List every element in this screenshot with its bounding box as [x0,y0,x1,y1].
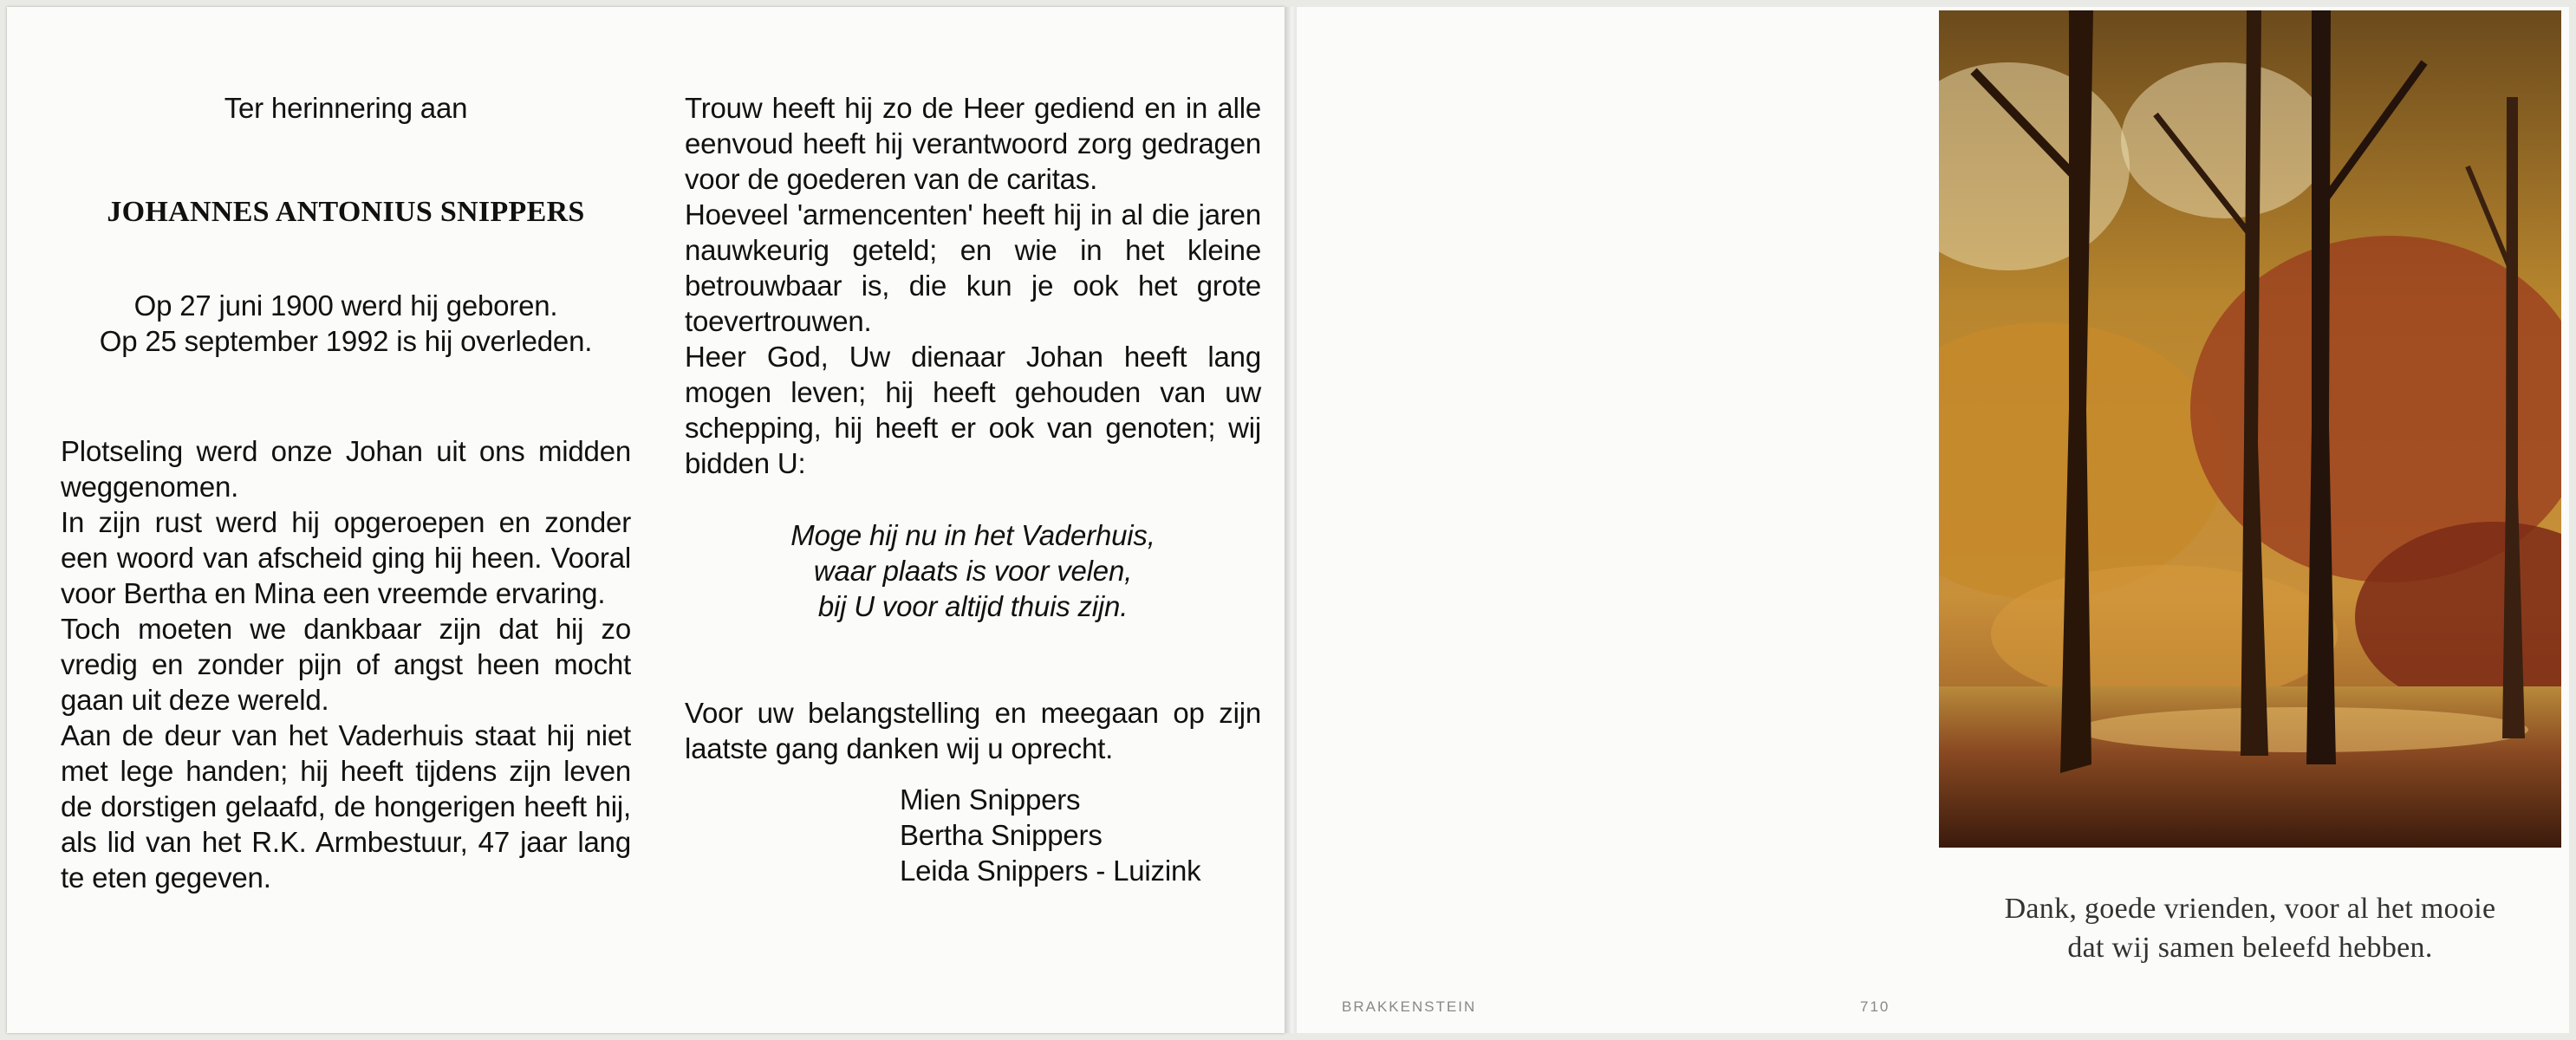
autumn-forest-photo [1939,10,2561,848]
death-date: Op 25 september 1992 is hij overleden. [99,325,593,357]
right-paragraph: Trouw heeft hij zo de Heer gediend en in alle eenvoud heeft hij verantwoord zorg gedragen voor de goederen van de caritas. [685,92,1261,195]
left-paragraph: Aan de deur van het Vaderhuis staat hij niet met lege handen; hij heeft tijdens zijn leven de dorstigen gelaafd, de hongerigen heeft hij, als lid van het R.K. Armbestuur, 47 jaar lang te eten gegeven. [61,719,631,894]
signature: Mien Snippers [900,783,1081,816]
thanks-text: Voor uw belangstelling en meegaan op zijn laatste gang danken wij u oprecht. [685,697,1261,764]
right-column [685,90,1261,888]
right-paragraph: Heer God, Uw dienaar Johan heeft lang mogen leven; hij heeft gehouden van uw schepping, hij heeft er ook van genoten; wij bidden U: [685,341,1261,479]
back-caption [1916,889,2576,967]
signature: Leida Snippers - Luizink [900,855,1201,887]
signatures [685,782,1261,888]
left-column [61,90,631,895]
card-number: 710 [1860,998,1890,1015]
deceased-name: JOHANNES ANTONIUS SNIPPERS [107,196,585,228]
card-fold [1285,7,1297,1033]
card-heading: Ter herinnering aan [224,92,468,124]
birth-date: Op 27 juni 1900 werd hij geboren. [133,289,558,322]
prayer [685,517,1261,624]
left-paragraph: Plotseling werd onze Johan uit ons midden weggenomen. [61,435,631,503]
publisher-mark: BRAKKENSTEIN [1342,998,1477,1015]
left-paragraph: Toch moeten we dankbaar zijn dat hij zo vredig en zonder pijn of angst heen mocht gaan uit deze wereld. [61,613,631,716]
right-paragraph: Hoeveel 'armencenten' heeft hij in al die jaren nauwkeurig geteld; en wie in het kleine betrouwbaar is, die kun je ook het grote toevertrouwen. [685,198,1261,337]
signature: Bertha Snippers [900,819,1103,851]
prayer-line: Moge hij nu in het Vaderhuis, [790,519,1155,551]
caption-line: Dank, goede vrienden, voor al het mooie [2004,893,2496,925]
prayer-line: waar plaats is voor velen, [813,555,1133,587]
left-paragraph: In zijn rust werd hij opgeroepen en zonder een woord van afscheid ging hij heen. Vooral voor Bertha en Mina een vreemde ervaring. [61,506,631,609]
prayer-line: bij U voor altijd thuis zijn. [817,590,1129,622]
caption-line: dat wij samen beleefd hebben. [2067,932,2433,964]
card-inner-spread [7,7,1285,1033]
